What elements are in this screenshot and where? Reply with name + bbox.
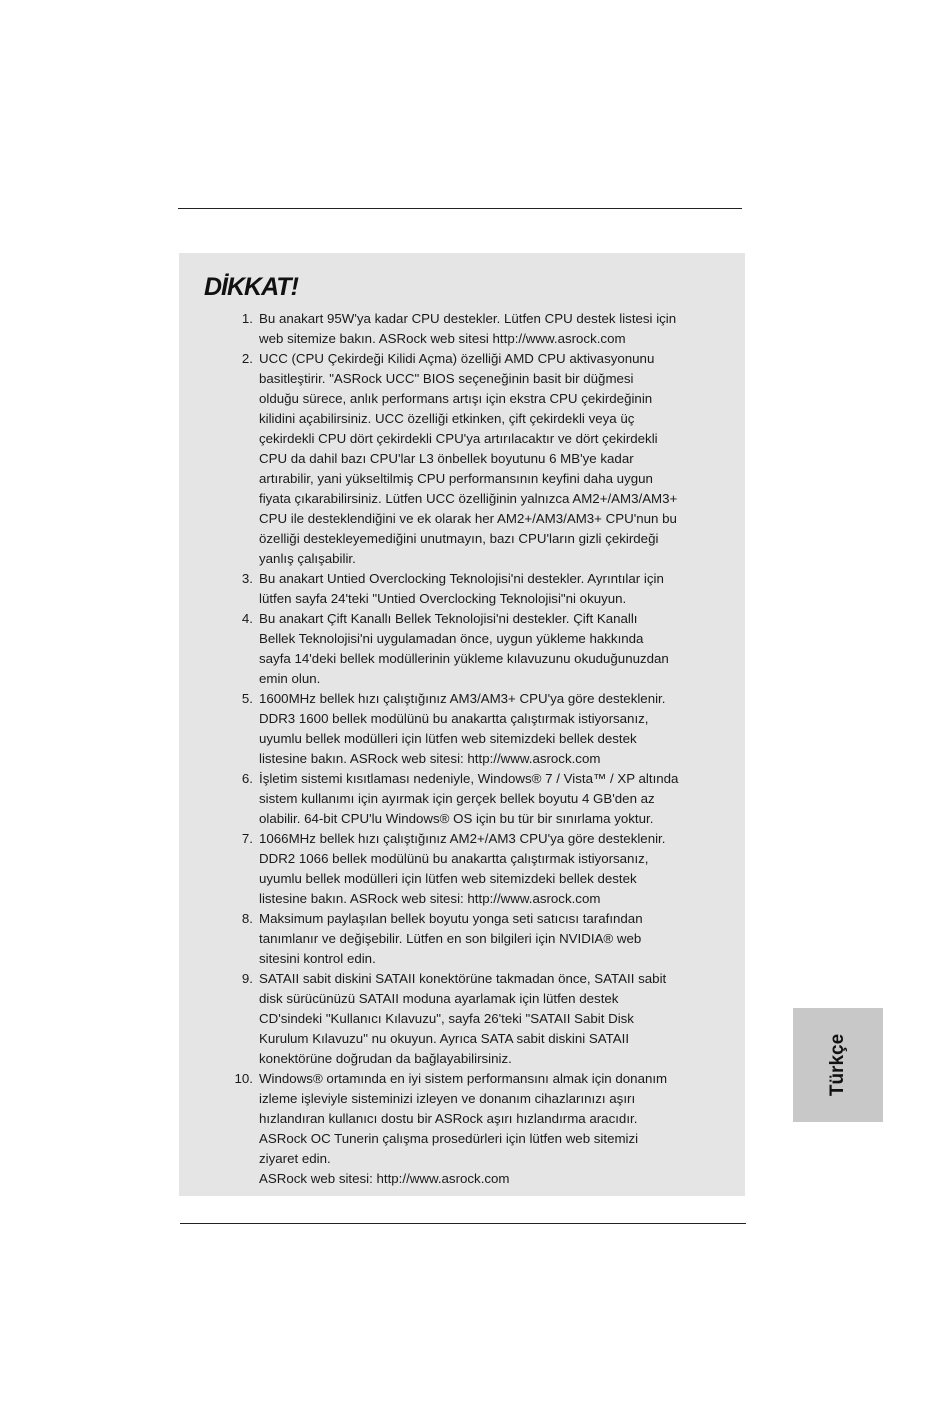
notice-item-line: disk sürücünüzü SATAII moduna ayarlamak için lütfen destek: [259, 991, 619, 1006]
notice-box: [179, 253, 745, 1196]
notice-item-line: listesine bakın. ASRock web sitesi: http://www.asrock.com: [259, 891, 601, 906]
notice-item-line: listesine bakın. ASRock web sitesi: http://www.asrock.com: [259, 751, 601, 766]
notice-item-line: tanımlanır ve değişebilir. Lütfen en son bilgileri için NVIDIA® web: [259, 931, 642, 946]
notice-heading: DİKKAT!: [204, 273, 298, 301]
notice-item: [231, 609, 731, 689]
notice-item: [231, 309, 731, 349]
notice-item-line: lütfen sayfa 24'teki "Untied Overclocking Teknolojisi"ni okuyun.: [259, 591, 627, 606]
notice-item: [231, 569, 731, 609]
notice-list: [231, 309, 731, 1189]
notice-item-line: ziyaret edin.: [259, 1151, 331, 1166]
notice-item-line: sitesini kontrol edin.: [259, 951, 376, 966]
notice-item-line: uyumlu bellek modülleri için lütfen web sitemizdeki bellek destek: [259, 731, 637, 746]
notice-item-line: CPU da dahil bazı CPU'lar L3 önbellek boyutunu 6 MB'ye kadar: [259, 451, 634, 466]
notice-item-line: Bellek Teknolojisi'ni uygulamadan önce, uygun yükleme hakkında: [259, 631, 644, 646]
notice-item: [231, 349, 731, 569]
notice-item-line: sistem kullanımı için ayırmak için gerçek bellek boyutu 4 GB'den az: [259, 791, 655, 806]
top-divider: [178, 208, 742, 209]
notice-item-line: DDR3 1600 bellek modülünü bu anakartta çalıştırmak istiyorsanız,: [259, 711, 649, 726]
notice-item-line: Windows® ortamında en iyi sistem performansını almak için donanım: [259, 1071, 668, 1086]
notice-item-number: 5.: [241, 691, 253, 706]
notice-item-number: 6.: [241, 771, 253, 786]
notice-item: [231, 1069, 731, 1189]
language-tab-label: Türkçe: [827, 1033, 848, 1097]
notice-item-number: 8.: [241, 911, 253, 926]
notice-item-line: konektörüne doğrudan da bağlayabilirsiniz.: [259, 1051, 512, 1066]
notice-item-line: DDR2 1066 bellek modülünü bu anakartta çalıştırmak istiyorsanız,: [259, 851, 649, 866]
notice-item-line: basitleştirir. "ASRock UCC" BIOS seçeneğinin basit bir düğmesi: [259, 371, 634, 386]
notice-item-line: 1600MHz bellek hızı çalıştığınız AM3/AM3+ CPU'ya göre desteklenir.: [259, 691, 666, 706]
notice-item: [231, 689, 731, 769]
notice-item-line: Bu anakart 95W'ya kadar CPU destekler. Lütfen CPU destek listesi için: [259, 311, 677, 326]
notice-item-line: izleme işleviyle sisteminizi izleyen ve donanım cihazlarınızı aşırı: [259, 1091, 636, 1106]
notice-item-number: 4.: [241, 611, 253, 626]
notice-item-line: yanlış çalışabilir.: [259, 551, 356, 566]
notice-item-line: UCC (CPU Çekirdeği Kilidi Açma) özelliği AMD CPU aktivasyonunu: [259, 351, 655, 366]
notice-item-number: 2.: [241, 351, 253, 366]
notice-item-line: olabilir. 64-bit CPU'lu Windows® OS için bu tür bir sınırlama yoktur.: [259, 811, 654, 826]
notice-item-line: Kurulum Kılavuzu" nu okuyun. Ayrıca SATA sabit diskini SATAII: [259, 1031, 630, 1046]
notice-item-number: 7.: [241, 831, 253, 846]
notice-item-number: 10.: [234, 1071, 253, 1086]
notice-item-line: İşletim sistemi kısıtlaması nedeniyle, Windows® 7 / Vista™ / XP altında: [259, 771, 679, 786]
notice-item-line: Bu anakart Untied Overclocking Teknolojisi'ni destekler. Ayrıntılar için: [259, 571, 664, 586]
notice-item-line: ASRock OC Tunerin çalışma prosedürleri için lütfen web sitemizi: [259, 1131, 639, 1146]
notice-item-line: Bu anakart Çift Kanallı Bellek Teknolojisi'ni destekler. Çift Kanallı: [259, 611, 638, 626]
notice-item-line: CD'sindeki "Kullanıcı Kılavuzu", sayfa 26'teki "SATAII Sabit Disk: [259, 1011, 634, 1026]
notice-item-line: olduğu sürece, anlık performans artışı için ekstra CPU çekirdeğinin: [259, 391, 653, 406]
language-tab: [793, 1008, 883, 1122]
notice-item: [231, 769, 731, 829]
notice-item-line: çekirdekli CPU dört çekirdekli CPU'ya artırılacaktır ve dört çekirdekli: [259, 431, 658, 446]
bottom-divider: [180, 1223, 746, 1224]
notice-item-line: web sitemize bakın. ASRock web sitesi http://www.asrock.com: [259, 331, 626, 346]
notice-item-line: CPU ile desteklendiğini ve ek olarak her AM2+/AM3/AM3+ CPU'nun bu: [259, 511, 677, 526]
notice-item-line: ASRock web sitesi: http://www.asrock.com: [259, 1171, 510, 1186]
notice-item-line: sayfa 14'deki bellek modüllerinin yükleme kılavuzunu okuduğunuzdan: [259, 651, 669, 666]
notice-item-line: kilidini açabilirsiniz. UCC özelliği etkinken, çift çekirdekli veya üç: [259, 411, 635, 426]
notice-item-number: 1.: [241, 311, 253, 326]
notice-item-line: uyumlu bellek modülleri için lütfen web sitemizdeki bellek destek: [259, 871, 637, 886]
notice-item-line: hızlandıran kullanıcı dostu bir ASRock aşırı hızlandırma aracıdır.: [259, 1111, 638, 1126]
notice-item-line: 1066MHz bellek hızı çalıştığınız AM2+/AM3 CPU'ya göre desteklenir.: [259, 831, 666, 846]
notice-item-line: artırabilir, yani yükseltilmiş CPU performansının keyfini daha uygun: [259, 471, 653, 486]
notice-item: [231, 829, 731, 909]
notice-item-line: SATAII sabit diskini SATAII konektörüne takmadan önce, SATAII sabit: [259, 971, 667, 986]
notice-item-line: özelliği destekleyemediğini unutmayın, bazı CPU'ların gizli çekirdeği: [259, 531, 659, 546]
notice-item-number: 9.: [241, 971, 253, 986]
notice-item: [231, 909, 731, 969]
notice-item-line: emin olun.: [259, 671, 321, 686]
notice-item-line: fiyata çıkarabilirsiniz. Lütfen UCC özelliğinin yalnızca AM2+/AM3/AM3+: [259, 491, 678, 506]
notice-item-number: 3.: [241, 571, 253, 586]
notice-item-line: Maksimum paylaşılan bellek boyutu yonga seti satıcısı tarafından: [259, 911, 643, 926]
notice-item: [231, 969, 731, 1069]
